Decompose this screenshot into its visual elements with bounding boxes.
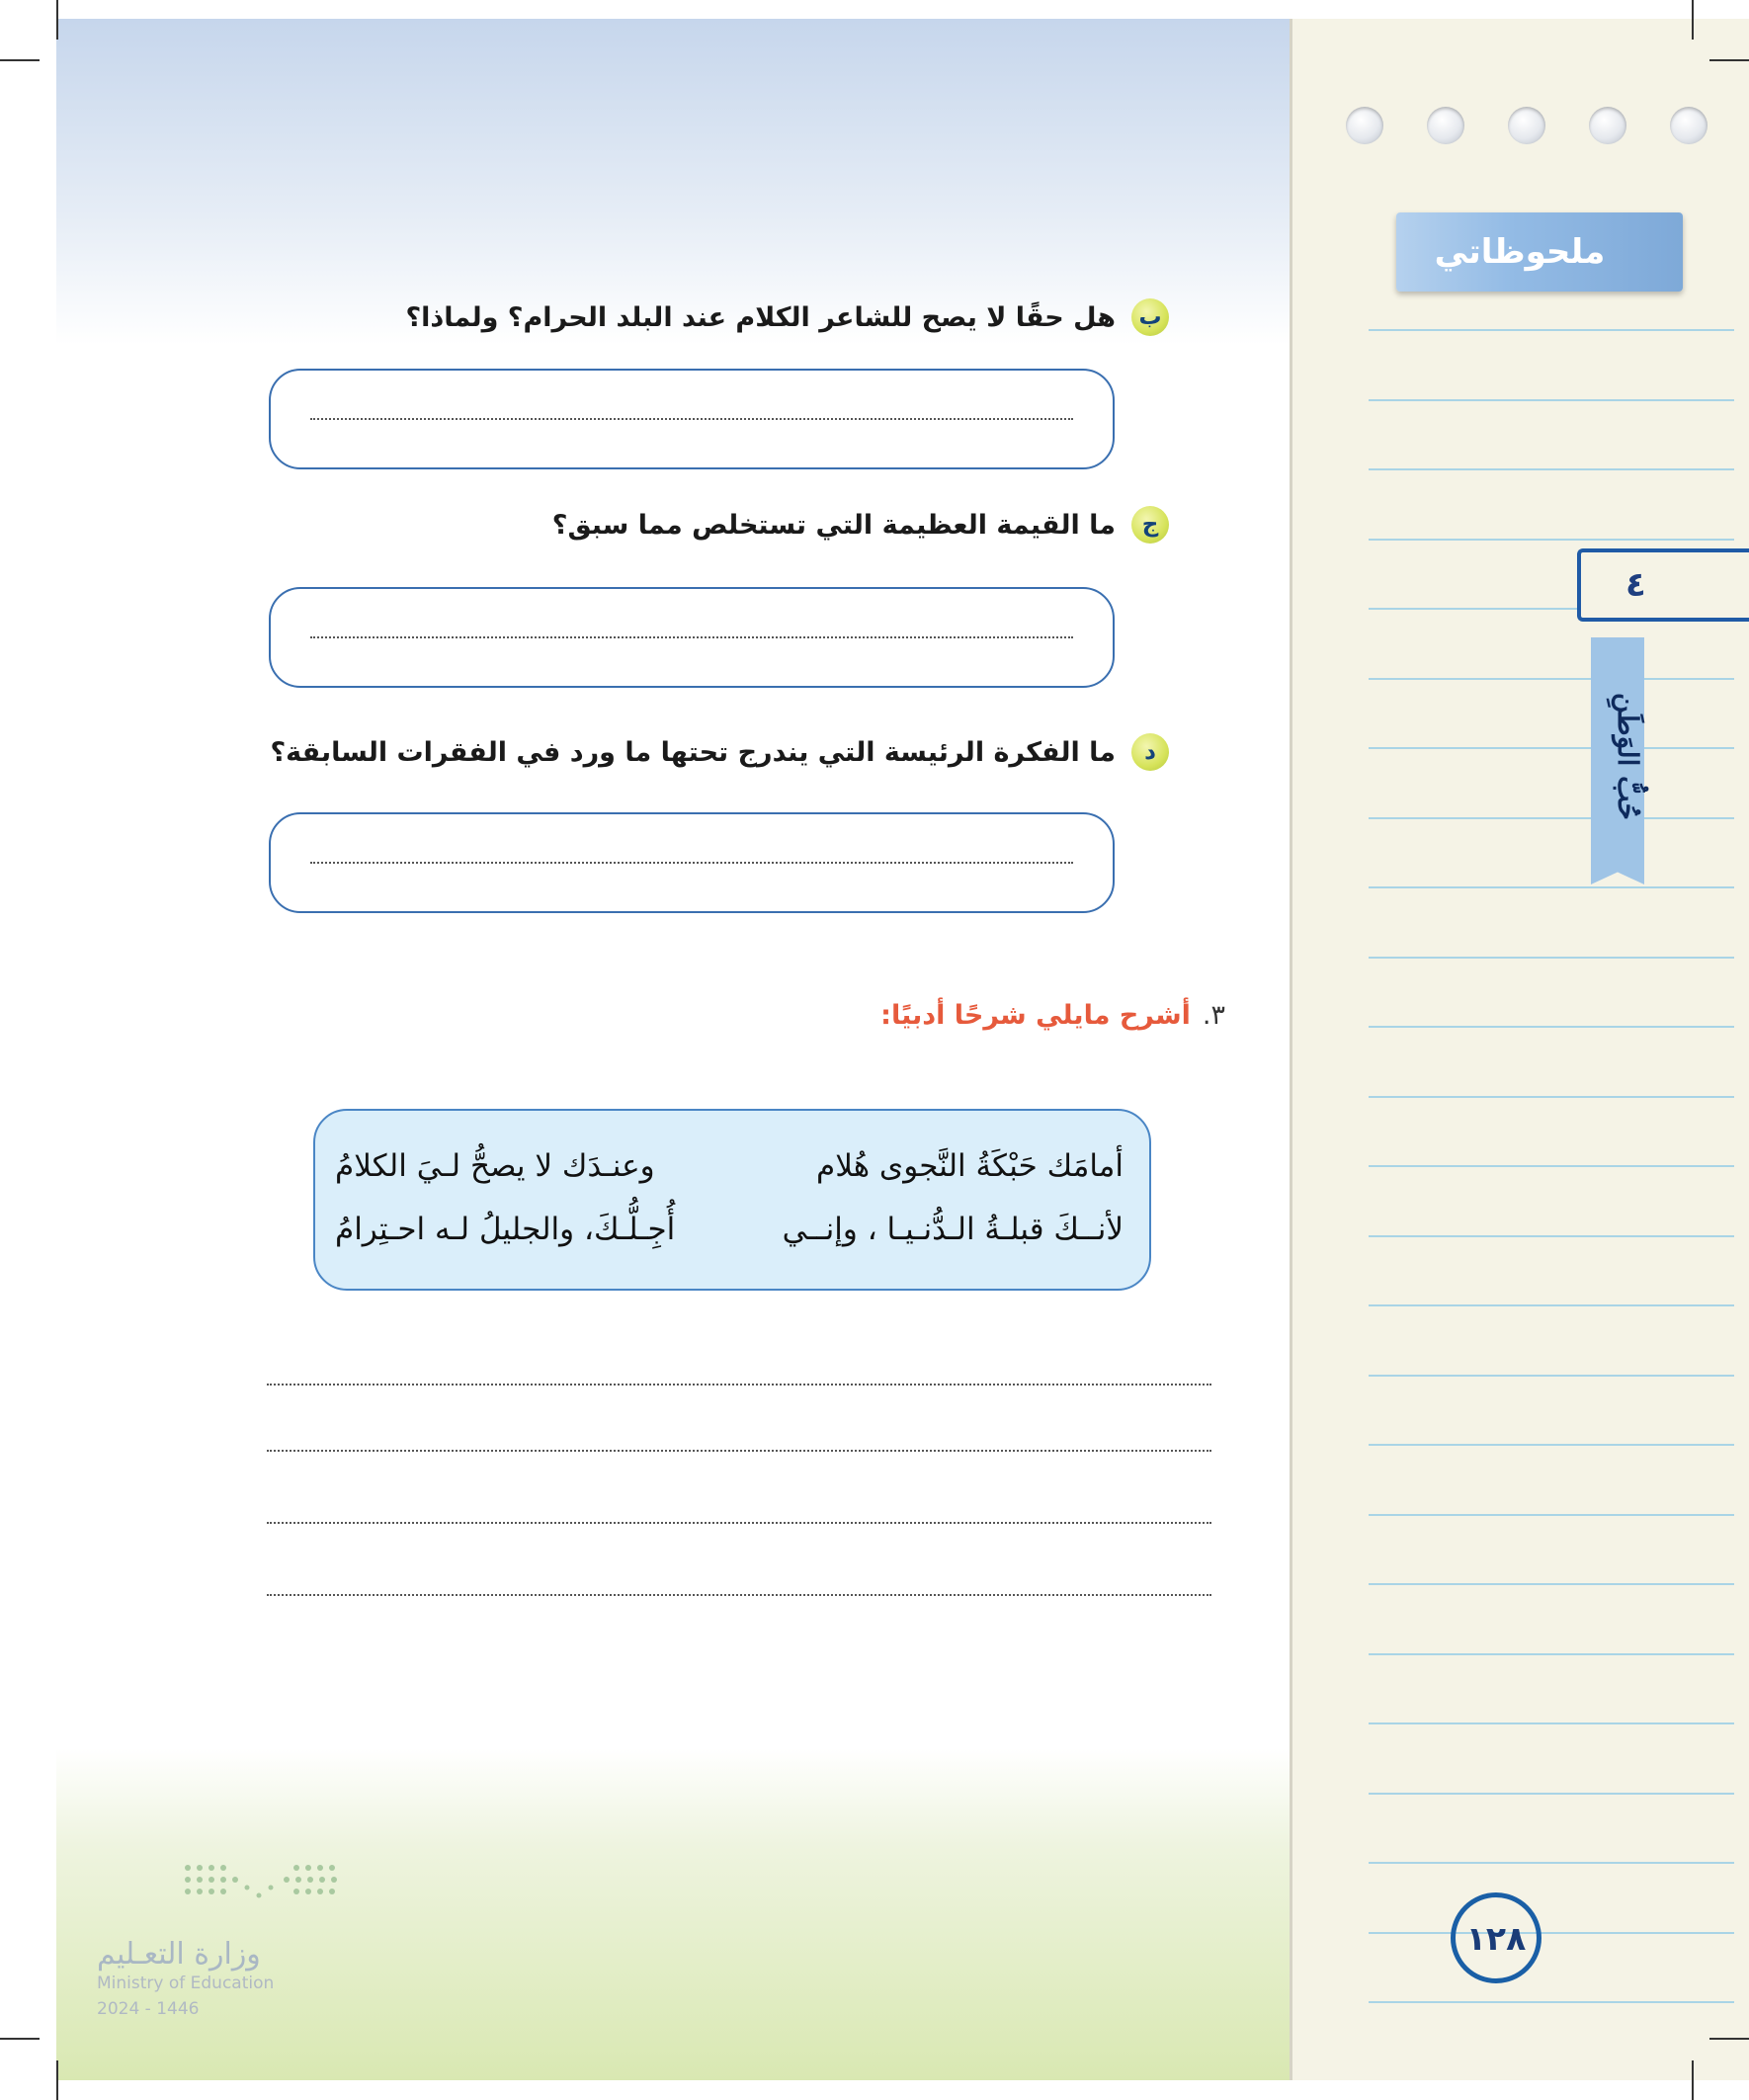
notes-rule-line <box>1369 1514 1734 1516</box>
binder-hole <box>1508 107 1545 144</box>
question-text: ما الفكرة الرئيسة التي يندرج تحتها ما ورد في الفقرات السابقة؟ <box>270 736 1116 768</box>
notes-rule-line <box>1369 1096 1734 1098</box>
answer-write-line[interactable] <box>267 1594 1211 1596</box>
notes-rule-line <box>1369 1444 1734 1446</box>
notes-rule-line <box>1369 957 1734 959</box>
notes-rule-line <box>1369 539 1734 541</box>
poem-line-1-second-hemistich: وعنـدَك لا يصحُّ لـيَ الكلامُ <box>335 1148 655 1184</box>
crop-mark <box>1709 2038 1749 2040</box>
binder-hole <box>1670 107 1707 144</box>
answer-write-line[interactable] <box>267 1384 1211 1386</box>
section-number: ٣. <box>1202 1000 1225 1031</box>
question-letter-badge: ج <box>1131 506 1169 544</box>
poem-box <box>313 1109 1151 1291</box>
question-j <box>552 506 1169 544</box>
unit-number: ٤ <box>1625 565 1646 605</box>
crop-mark <box>0 59 40 61</box>
notes-rule-line <box>1369 678 1734 680</box>
binder-hole <box>1427 107 1464 144</box>
notes-rule-line <box>1369 817 1734 819</box>
notes-panel <box>1290 19 1749 2080</box>
binder-hole <box>1589 107 1626 144</box>
section-title-text: أشرح مايلي شرحًا أدبيًا: <box>880 1000 1191 1031</box>
notes-rule-line <box>1369 1932 1734 1934</box>
crop-mark <box>1692 0 1694 40</box>
notes-rule-line <box>1369 2001 1734 2003</box>
notes-rule-line <box>1369 1793 1734 1795</box>
notes-rule-line <box>1369 1653 1734 1655</box>
notes-rule-line <box>1369 1165 1734 1167</box>
question-b <box>405 298 1169 336</box>
answer-write-line[interactable] <box>267 1450 1211 1452</box>
notes-rule-line <box>1369 1304 1734 1306</box>
unit-title: حُبُّ الوَطَنِ <box>1612 692 1644 820</box>
answer-dotted-line <box>310 636 1073 638</box>
notes-rule-line <box>1369 399 1734 401</box>
answer-box-d[interactable] <box>269 812 1115 913</box>
question-text: ما القيمة العظيمة التي تستخلص مما سبق؟ <box>551 509 1116 541</box>
poem-line-1-first-hemistich: أمامَك حَبْكَةُ النَّجوى هُلام <box>816 1148 1124 1184</box>
notes-rule-line <box>1369 468 1734 470</box>
crop-mark <box>56 2060 58 2100</box>
answer-dotted-line <box>310 862 1073 864</box>
crop-mark <box>56 0 58 40</box>
crop-mark <box>0 2038 40 2040</box>
question-letter-badge: د <box>1131 733 1169 771</box>
binder-hole <box>1346 107 1383 144</box>
page-number-text: ١٢٨ <box>1465 1918 1527 1958</box>
ministry-name-ar: وزارة التعـليم <box>97 1937 261 1972</box>
crop-mark <box>1709 59 1749 61</box>
section-3-title <box>880 1000 1225 1031</box>
ministry-name-en: Ministry of Education <box>97 1974 275 1993</box>
crop-mark <box>1692 2060 1694 2100</box>
notes-rule-line <box>1369 886 1734 888</box>
answer-box-j[interactable] <box>269 587 1115 688</box>
notes-rule-line <box>1369 1375 1734 1377</box>
unit-number-tab <box>1577 548 1749 622</box>
answer-dotted-line <box>310 418 1073 420</box>
notes-rule-line <box>1369 1583 1734 1585</box>
notes-rule-line <box>1369 1026 1734 1028</box>
question-d <box>271 733 1169 771</box>
question-letter-badge: ب <box>1131 298 1169 336</box>
page-number <box>1451 1892 1541 1983</box>
question-text: هل حقًا لا يصح للشاعر الكلام عند البلد الحرام؟ ولماذا؟ <box>405 301 1116 333</box>
notes-title: ملحوظاتي <box>1396 212 1683 292</box>
notes-rule-line <box>1369 1862 1734 1864</box>
notes-rule-line <box>1369 329 1734 331</box>
poem-line-2-second-hemistich: أُجِـلُّـكَ، والجليلُ لـه احـتِرامُ <box>335 1212 676 1247</box>
answer-box-b[interactable] <box>269 369 1115 469</box>
answer-write-line[interactable] <box>267 1522 1211 1524</box>
ministry-branding <box>97 1937 354 2019</box>
poem-line-2-first-hemistich: لأنــكَ قبلـةُ الـدُّنـيـا ، وإنــي <box>782 1212 1124 1247</box>
notes-rule-line <box>1369 747 1734 749</box>
ministry-logo-icon <box>178 1858 356 1917</box>
notes-rule-line <box>1369 1722 1734 1724</box>
notes-rule-line <box>1369 1235 1734 1237</box>
ministry-year: 2024 - 1446 <box>97 1999 200 2019</box>
